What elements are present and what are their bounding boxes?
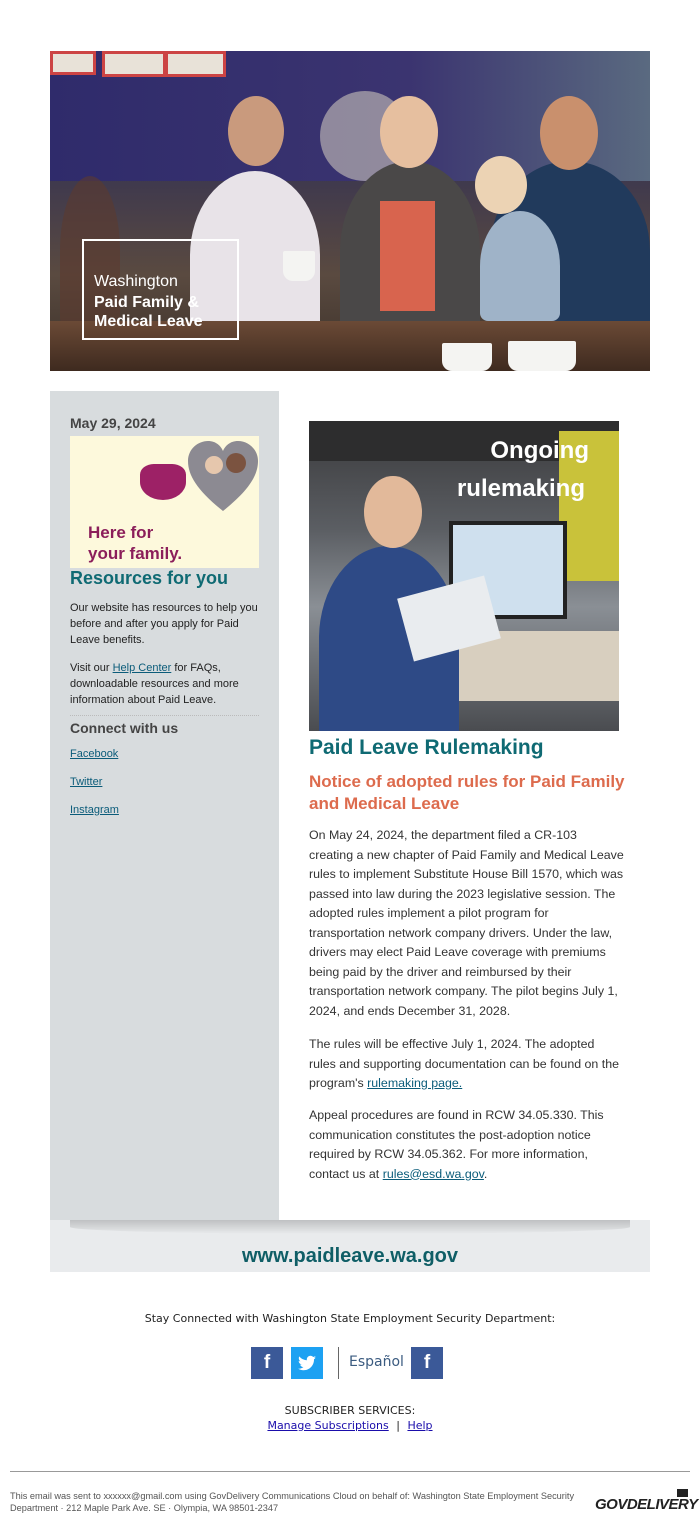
connect-heading: Connect with us bbox=[70, 720, 179, 736]
article-title: Paid Leave Rulemaking bbox=[309, 736, 544, 759]
person-head bbox=[540, 96, 598, 170]
image-title-line2: rulemaking bbox=[456, 475, 585, 502]
band-shadow bbox=[70, 1220, 630, 1234]
help-center-suffix: for FAQs, downloadable resources and more information about Paid Leave. bbox=[70, 662, 239, 706]
coffee-cup bbox=[442, 343, 492, 371]
resources-paragraph: Our website has resources to help you before and after you apply for Paid Leave benefits. bbox=[70, 602, 258, 646]
instagram-link[interactable]: Instagram bbox=[70, 804, 119, 816]
facebook-link[interactable]: Facebook bbox=[70, 748, 119, 760]
paragraph-3-suffix: . bbox=[483, 1166, 488, 1181]
logo-text-medical-leave: Medical Leave bbox=[94, 313, 203, 330]
paragraph-2-text: The rules will be effective July 1, 2024. The adopted rules and supporting documentation can be found on the program's bbox=[309, 1037, 619, 1090]
here-for-your-family-image bbox=[70, 436, 259, 568]
manage-subscriptions-link[interactable]: Manage Subscriptions bbox=[267, 1419, 389, 1432]
subscriber-links bbox=[0, 1418, 700, 1433]
wall-frame bbox=[102, 51, 166, 77]
newsletter-date: May 29, 2024 bbox=[70, 415, 156, 431]
child-head bbox=[475, 156, 527, 214]
help-center-paragraph bbox=[70, 660, 262, 708]
logo-line-washington: Washington bbox=[94, 273, 178, 290]
stay-connected-text: Stay Connected with Washington State Employment Security Department: bbox=[144, 1312, 556, 1325]
website-band bbox=[50, 1220, 650, 1272]
espanol-facebook-icon[interactable]: f bbox=[411, 1347, 443, 1379]
espanol-link[interactable]: Español bbox=[349, 1354, 404, 1370]
handbag-shape bbox=[140, 464, 186, 500]
twitter-icon[interactable] bbox=[291, 1347, 323, 1379]
resources-heading: Resources for you bbox=[70, 568, 229, 588]
article-paragraph-3 bbox=[309, 1106, 624, 1184]
image-title-line1: Ongoing bbox=[490, 437, 589, 464]
help-center-prefix: Visit our bbox=[70, 662, 113, 674]
article-paragraph-1: On May 24, 2024, the department filed a CR-103 creating a new chapter of Paid Family and Medical Leave rules to implement Substitute House Bill 1570, which was passed into law during the 2023 legislative session. The adopted rules implement a pilot program for transportation network company drivers. Under the law, drivers may elect Paid Leave coverage with premiums being paid by the driver and reimbursed by their transportation network company. The pilot begins July 1, 2024, and ends December 31, 2028. bbox=[309, 828, 624, 1018]
image-caption-line1: Here for bbox=[88, 523, 154, 542]
subscriber-label: SUBSCRIBER SERVICES: bbox=[284, 1404, 416, 1417]
child bbox=[480, 211, 560, 321]
twitter-link[interactable]: Twitter bbox=[70, 776, 103, 788]
wall-frame bbox=[50, 51, 96, 75]
fine-print: This email was sent to xxxxxx@gmail.com using GovDelivery Communications Cloud on behalf of: Washington State Employment Security Department · 212 Maple Park Ave. SE · Olympia, WA 98501-2347 bbox=[10, 1491, 575, 1513]
article-paragraph-2 bbox=[309, 1035, 624, 1094]
subscriber-services bbox=[0, 1403, 700, 1433]
person-head bbox=[228, 96, 284, 166]
paragraph-3-text: Appeal procedures are found in RCW 34.05.330. This communication constitutes the post-adoption notice required by RCW 34.05.362. For more information, contact us at bbox=[309, 1108, 604, 1181]
rulemaking-page-link[interactable]: rulemaking page. bbox=[367, 1076, 463, 1090]
sidebar-divider bbox=[70, 715, 259, 716]
twitter-bird-icon bbox=[291, 1347, 323, 1379]
website-link[interactable]: www.paidleave.wa.gov bbox=[242, 1245, 458, 1267]
social-divider bbox=[338, 1347, 339, 1379]
paid-leave-logo bbox=[82, 239, 239, 340]
facebook-icon[interactable]: f bbox=[251, 1347, 283, 1379]
help-link[interactable]: Help bbox=[407, 1419, 433, 1432]
person-head bbox=[364, 476, 422, 548]
rulemaking-image bbox=[309, 421, 619, 731]
article-subtitle: Notice of adopted rules for Paid Family and Medical Leave bbox=[309, 772, 625, 813]
logo-line-paid-family bbox=[94, 293, 203, 331]
link-separator: | bbox=[396, 1419, 400, 1432]
heart-photo-icon bbox=[188, 441, 258, 513]
logo-text-paid-family: Paid Family & bbox=[94, 294, 199, 311]
sidebar bbox=[50, 391, 279, 1220]
wall-frame bbox=[165, 51, 226, 77]
shirt bbox=[380, 201, 435, 311]
hero-banner-image bbox=[50, 51, 650, 371]
person-head bbox=[380, 96, 438, 168]
govdelivery-logo[interactable]: GOVDELIVERY bbox=[595, 1496, 698, 1513]
main-content bbox=[279, 391, 650, 1220]
image-caption-line2: your family. bbox=[88, 544, 183, 563]
coffee-cup bbox=[508, 341, 576, 371]
help-center-link[interactable]: Help Center bbox=[112, 662, 172, 674]
coffee-cup bbox=[283, 251, 315, 281]
footer-rule bbox=[10, 1471, 690, 1472]
rules-email-link[interactable]: rules@esd.wa.gov bbox=[382, 1166, 484, 1181]
image-caption bbox=[88, 522, 182, 564]
